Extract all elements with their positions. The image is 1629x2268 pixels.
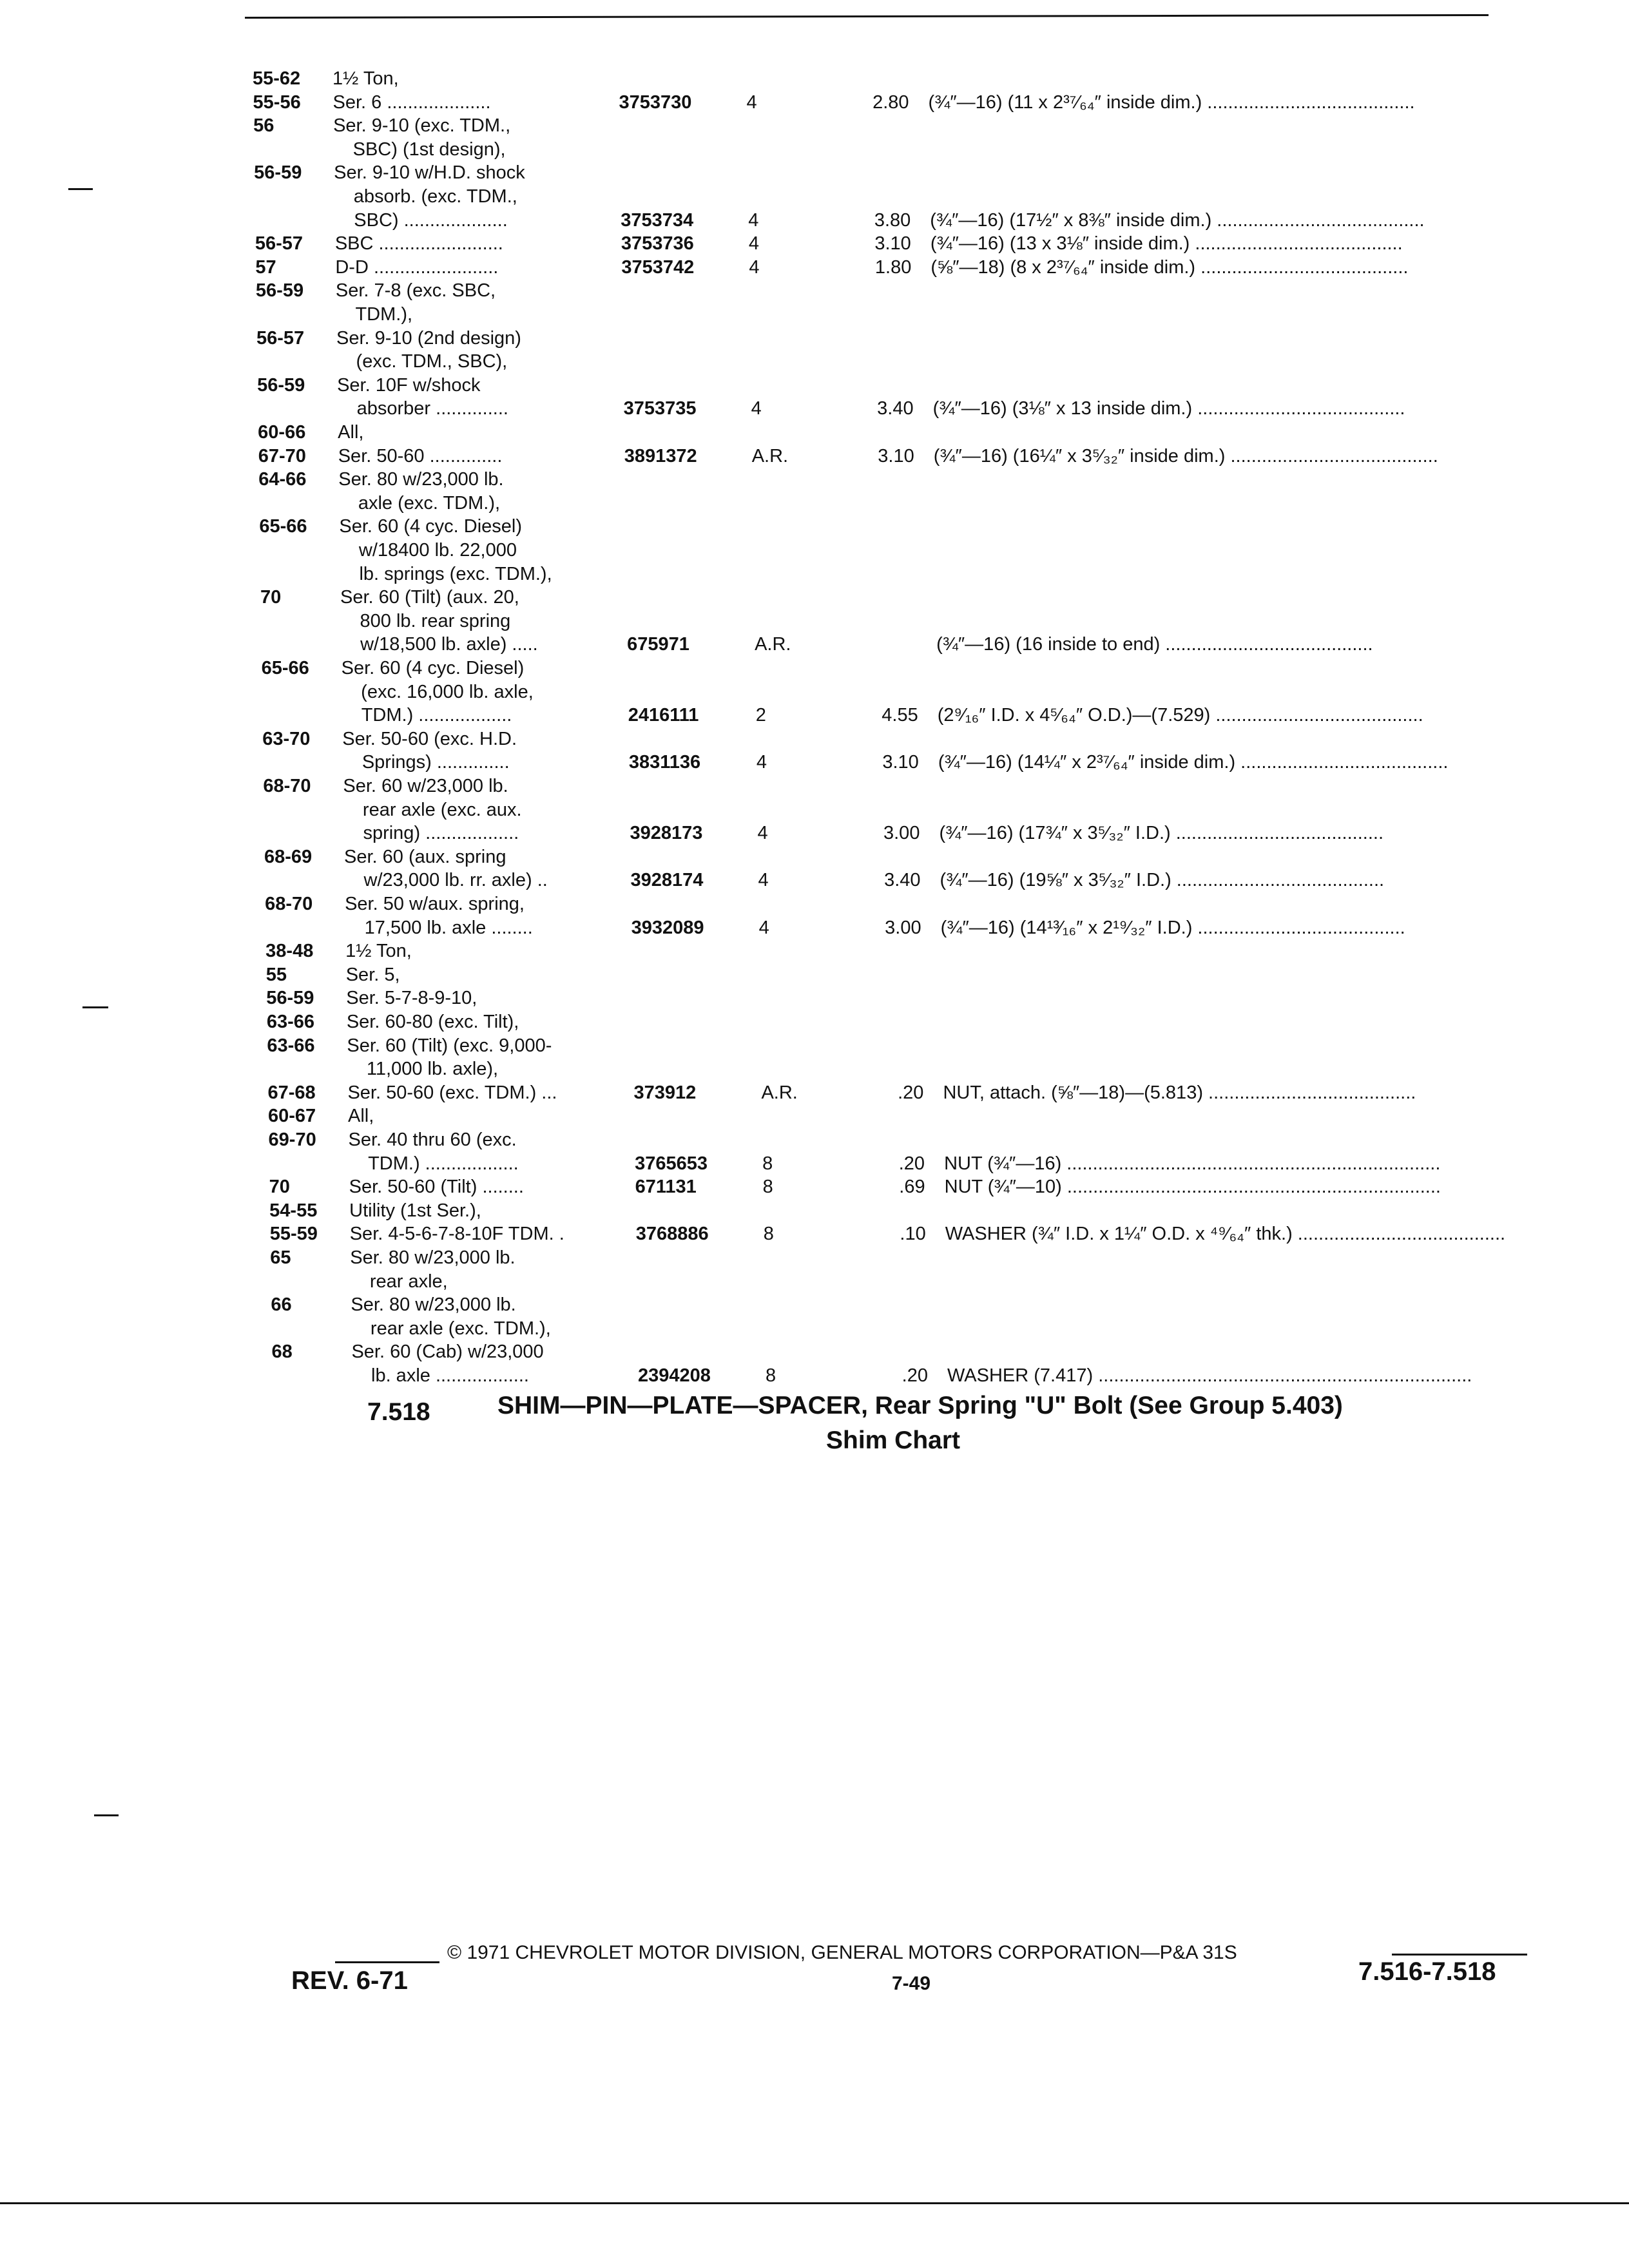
part-row: [0, 798, 1629, 822]
price: 4.55: [882, 705, 918, 726]
application: rear axle,: [369, 1271, 448, 1292]
application: (exc. 16,000 lb. axle,: [361, 681, 534, 702]
part-number: 3831136: [628, 752, 701, 773]
quantity: 4: [758, 917, 769, 938]
part-row: [0, 1104, 1629, 1128]
model-years: 56: [253, 115, 275, 137]
model-years: 56-59: [257, 374, 305, 396]
application: Ser. 50-60 (exc. H.D.: [342, 728, 517, 749]
section-title: SHIM—PIN—PLATE—SPACER, Rear Spring "U" Bolt (See Group 5.403): [497, 1392, 1343, 1419]
application: Ser. 5,: [345, 964, 400, 985]
application: rear axle (exc. aux.: [362, 799, 522, 820]
part-number: 3928173: [630, 823, 703, 844]
model-years: 68-70: [265, 894, 313, 914]
part-row: [0, 751, 1629, 774]
price: 3.10: [878, 445, 914, 466]
part-row: [0, 916, 1629, 939]
model-years: 60-67: [268, 1106, 316, 1127]
description: (¾″—16) (3⅛″ x 13 inside dim.) ........................................: [932, 398, 1405, 419]
part-row: [0, 515, 1629, 538]
description: (⅝″—18) (8 x 2³⁷⁄₆₄″ inside dim.) ........................................: [930, 256, 1409, 278]
model-years: 65: [270, 1247, 291, 1268]
model-years: 65-66: [259, 516, 307, 537]
model-years: 70: [260, 587, 282, 608]
quantity: 4: [758, 870, 769, 891]
quantity: 2: [755, 705, 766, 726]
application: Ser. 60 (Cab) w/23,000: [351, 1341, 544, 1363]
part-row: [0, 963, 1629, 986]
application: lb. axle ..................: [371, 1365, 529, 1386]
model-years: 55-59: [269, 1224, 318, 1245]
part-row: [0, 845, 1629, 869]
part-row: [0, 657, 1629, 680]
part-row: [0, 492, 1629, 515]
part-number: 3753734: [621, 209, 694, 231]
description: (¾″—16) (16 inside to end) ........................................: [936, 634, 1373, 655]
description: NUT, attach. (⅝″—18)—(5.813) ........................................: [943, 1082, 1416, 1103]
model-years: 63-66: [267, 1035, 315, 1056]
model-years: 67-70: [258, 445, 306, 466]
part-row: [0, 91, 1629, 114]
part-row: [0, 562, 1629, 586]
part-row: [0, 774, 1629, 798]
footer-rule-right: [1392, 1954, 1527, 1956]
part-number: 3753742: [621, 256, 695, 278]
part-row: [0, 822, 1629, 845]
section-number: 7.518: [367, 1398, 430, 1426]
part-row: [0, 256, 1629, 279]
application: absorber ..............: [356, 398, 508, 419]
price: .20: [901, 1365, 928, 1386]
part-number: 3891372: [624, 445, 697, 466]
price: 3.40: [877, 398, 914, 419]
part-row: [0, 633, 1629, 656]
model-years: 69-70: [268, 1129, 316, 1150]
application: TDM.) ..................: [368, 1153, 519, 1174]
part-row: [0, 114, 1629, 137]
page-number: 7-49: [892, 1973, 931, 1994]
quantity: A.R.: [755, 634, 791, 655]
model-years: 56-57: [256, 327, 305, 349]
model-years: 56-59: [254, 162, 302, 184]
part-row: [0, 468, 1629, 491]
application: Ser. 50-60 ..............: [338, 445, 503, 466]
price: 3.10: [882, 752, 919, 773]
quantity: 4: [749, 256, 760, 278]
application: w/18,500 lb. axle) .....: [360, 634, 538, 655]
part-row: [0, 421, 1629, 444]
part-row: [0, 1175, 1629, 1198]
model-years: 57: [255, 256, 276, 278]
part-row: [0, 939, 1629, 963]
model-years: 55-62: [253, 68, 301, 89]
application: Ser. 50-60 (exc. TDM.) ...: [347, 1082, 557, 1103]
part-number: 671131: [635, 1177, 697, 1198]
part-row: [0, 209, 1629, 232]
quantity: 8: [762, 1177, 773, 1198]
price: 3.00: [885, 917, 921, 938]
application: axle (exc. TDM.),: [358, 492, 501, 514]
application: Ser. 50-60 (Tilt) ........: [349, 1177, 524, 1198]
part-number: 3768886: [635, 1224, 709, 1245]
price: 3.40: [884, 870, 921, 891]
application: Ser. 60-80 (exc. Tilt),: [346, 1012, 519, 1032]
part-row: [0, 138, 1629, 161]
part-row: [0, 586, 1629, 609]
description: (¾″—16) (13 x 3⅛″ inside dim.) ........................................: [930, 233, 1403, 255]
part-row: [0, 610, 1629, 633]
description: (¾″—16) (14¼″ x 2³⁷⁄₆₄″ inside dim.) ........................................: [938, 752, 1449, 773]
quantity: 4: [748, 209, 759, 231]
model-years: 65-66: [261, 658, 309, 678]
application: 1½ Ton,: [345, 941, 412, 962]
application: absorb. (exc. TDM.,: [353, 186, 517, 207]
margin-mark: [94, 1814, 119, 1816]
application: Ser. 9-10 w/H.D. shock: [334, 162, 525, 184]
part-row: [0, 1010, 1629, 1033]
part-row: [0, 161, 1629, 184]
part-row: [0, 1057, 1629, 1081]
model-years: 70: [269, 1177, 290, 1198]
part-row: [0, 232, 1629, 255]
application: lb. springs (exc. TDM.),: [359, 563, 552, 584]
part-row: [0, 1270, 1629, 1293]
description: WASHER (¾″ I.D. x 1¼″ O.D. x ⁴⁹⁄₆₄″ thk.) ........................................: [945, 1224, 1506, 1245]
application: Ser. 60 (aux. spring: [344, 846, 506, 867]
application: Ser. 60 (Tilt) (aux. 20,: [340, 587, 519, 608]
model-years: 54-55: [269, 1200, 318, 1221]
part-row: [0, 1364, 1629, 1387]
model-years: 68: [271, 1341, 293, 1363]
part-number: 3932089: [631, 917, 704, 938]
part-row: [0, 986, 1629, 1010]
part-number: 3765653: [635, 1153, 708, 1174]
description: (¾″—16) (17½″ x 8⅜″ inside dim.) ........................................: [930, 209, 1425, 231]
top-rule: [245, 14, 1489, 19]
part-number: 3928174: [630, 870, 704, 891]
application: SBC ........................: [334, 233, 503, 255]
application: Ser. 60 (4 cyc. Diesel): [341, 658, 525, 678]
application: TDM.) ..................: [361, 705, 512, 726]
application: Ser. 60 w/23,000 lb.: [343, 776, 508, 796]
application: (exc. TDM., SBC),: [356, 351, 508, 372]
application: Ser. 60 (4 cyc. Diesel): [339, 516, 523, 537]
application: 800 lb. rear spring: [360, 610, 511, 631]
part-number: 2394208: [638, 1365, 711, 1386]
description: (¾″—16) (11 x 2³⁷⁄₆₄″ inside dim.) ........................................: [928, 91, 1415, 113]
application: Ser. 5-7-8-9-10,: [346, 988, 477, 1009]
part-row: [0, 1152, 1629, 1175]
application: Ser. 9-10 (exc. TDM.,: [333, 115, 511, 137]
application: Ser. 9-10 (2nd design): [336, 327, 521, 349]
part-row: [0, 1199, 1629, 1222]
application: TDM.),: [355, 304, 413, 325]
part-number: 3753730: [619, 91, 692, 113]
part-row: [0, 397, 1629, 420]
application: Ser. 4-5-6-7-8-10F TDM. .: [349, 1224, 564, 1245]
application: w/23,000 lb. rr. axle) ..: [363, 870, 548, 891]
price: 3.10: [874, 233, 911, 255]
quantity: A.R.: [751, 445, 789, 466]
copyright-line: © 1971 CHEVROLET MOTOR DIVISION, GENERAL MOTORS CORPORATION—P&A 31S: [447, 1942, 1237, 1963]
part-row: [0, 704, 1629, 727]
application: Springs) ..............: [361, 752, 510, 773]
description: (2⁹⁄₁₆″ I.D. x 4⁵⁄₆₄″ O.D.)—(7.529) ........................................: [937, 705, 1423, 726]
part-row: [0, 374, 1629, 397]
application: Ser. 40 thru 60 (exc.: [348, 1129, 517, 1150]
part-number: 2416111: [628, 705, 699, 726]
quantity: 4: [746, 91, 757, 113]
price: .10: [900, 1224, 926, 1245]
description: (¾″—16) (14¹³⁄₁₆″ x 2¹⁹⁄₃₂″ I.D.) ........................................: [940, 917, 1405, 938]
application: Ser. 7-8 (exc. SBC,: [335, 280, 496, 302]
application: w/18400 lb. 22,000: [358, 540, 517, 561]
part-number: 675971: [627, 634, 689, 655]
application: 17,500 lb. axle ........: [364, 917, 533, 938]
application: All,: [348, 1106, 374, 1127]
application: Utility (1st Ser.),: [349, 1200, 481, 1221]
model-years: 38-48: [265, 941, 314, 962]
quantity: 4: [751, 398, 762, 419]
description: (¾″—16) (19⅝″ x 3⁵⁄₃₂″ I.D.) ........................................: [940, 870, 1385, 891]
application: spring) ..................: [363, 823, 519, 844]
model-years: 64-66: [258, 469, 307, 490]
application: Ser. 6 ....................: [333, 91, 491, 113]
quantity: A.R.: [761, 1082, 798, 1103]
quantity: 4: [748, 233, 759, 255]
model-years: 60-66: [258, 422, 306, 443]
model-years: 67-68: [267, 1082, 316, 1103]
price: 3.80: [874, 209, 911, 231]
model-years: 56-57: [255, 233, 303, 255]
part-row: [0, 1317, 1629, 1340]
description: (¾″—16) (17¾″ x 3⁵⁄₃₂″ I.D.) ........................................: [939, 823, 1384, 844]
price: 3.00: [883, 823, 920, 844]
application: 11,000 lb. axle),: [366, 1059, 499, 1080]
application: Ser. 80 w/23,000 lb.: [351, 1294, 516, 1316]
quantity: 8: [766, 1365, 776, 1386]
price: .20: [898, 1153, 925, 1174]
application: SBC) (1st design),: [352, 139, 506, 160]
part-row: [0, 327, 1629, 350]
section-subtitle: Shim Chart: [826, 1427, 961, 1454]
description: NUT (¾″—10) ........................................................................: [944, 1177, 1441, 1198]
application: Ser. 50 w/aux. spring,: [345, 894, 525, 914]
application: Ser. 10F w/shock: [337, 374, 481, 396]
quantity: 8: [763, 1224, 774, 1245]
application: 1½ Ton,: [333, 68, 399, 89]
model-years: 68-69: [264, 846, 313, 867]
application: Ser. 60 (Tilt) (exc. 9,000-: [347, 1035, 552, 1056]
part-number: 3753736: [621, 233, 694, 255]
description: (¾″—16) (16¼″ x 3⁵⁄₃₂″ inside dim.) ........................................: [933, 445, 1438, 466]
part-row: [0, 680, 1629, 704]
quantity: 8: [762, 1153, 773, 1174]
bottom-rule: [0, 2202, 1629, 2204]
price: 2.80: [872, 91, 909, 113]
part-row: [0, 869, 1629, 892]
model-years: 56-59: [266, 988, 314, 1009]
model-years: 55: [265, 964, 287, 985]
part-row: [0, 303, 1629, 326]
application: Ser. 80 w/23,000 lb.: [338, 469, 504, 490]
quantity: 4: [756, 752, 767, 773]
revision-label: REV. 6-71: [291, 1966, 408, 1995]
part-number: 373912: [633, 1082, 697, 1103]
price: .20: [898, 1082, 924, 1103]
model-years: 56-59: [255, 280, 304, 302]
application: Ser. 80 w/23,000 lb.: [350, 1247, 516, 1268]
price: 1.80: [874, 256, 912, 278]
part-number: 3753735: [623, 398, 697, 419]
footer-rule-left: [335, 1961, 439, 1963]
part-row: [0, 1034, 1629, 1057]
model-years: 63-70: [262, 728, 311, 749]
part-row: [0, 67, 1629, 90]
part-row: [0, 279, 1629, 302]
model-years: 63-66: [266, 1012, 314, 1032]
part-row: [0, 1081, 1629, 1104]
part-row: [0, 185, 1629, 208]
model-years: 55-56: [253, 91, 301, 113]
quantity: 4: [757, 823, 768, 844]
application: D-D ........................: [335, 256, 499, 278]
part-row: [0, 350, 1629, 373]
price: .69: [899, 1177, 925, 1198]
model-years: 68-70: [263, 776, 311, 796]
part-row: [0, 1128, 1629, 1151]
application: rear axle (exc. TDM.),: [370, 1318, 551, 1339]
part-row: [0, 539, 1629, 562]
model-years: 66: [271, 1294, 292, 1316]
part-row: [0, 892, 1629, 916]
application: All,: [338, 422, 364, 443]
application: SBC) ....................: [354, 209, 508, 231]
part-row: [0, 1340, 1629, 1363]
part-row: [0, 727, 1629, 751]
part-row: [0, 1222, 1629, 1245]
part-row: [0, 1293, 1629, 1316]
description: WASHER (7.417) ........................................................................: [947, 1365, 1472, 1386]
part-row: [0, 445, 1629, 468]
part-row: [0, 1246, 1629, 1269]
description: NUT (¾″—16) ........................................................................: [944, 1153, 1441, 1174]
group-range: 7.516-7.518: [1358, 1957, 1496, 1986]
